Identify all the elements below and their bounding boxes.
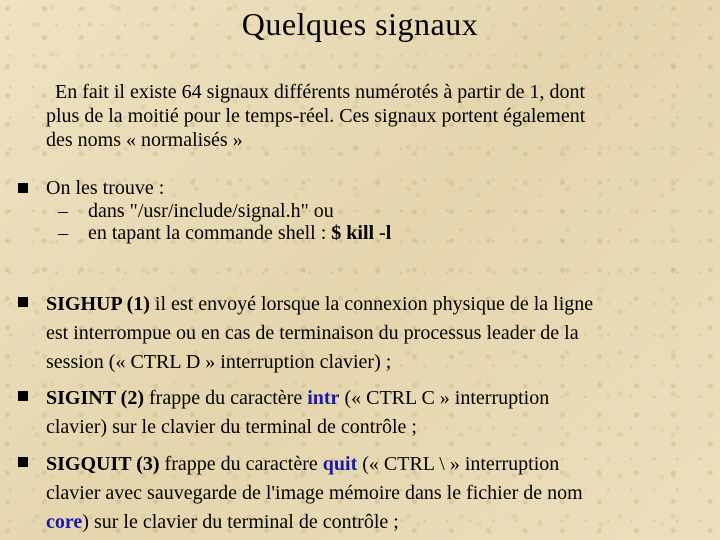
square-bullet-icon xyxy=(18,297,28,307)
sigquit-text-1a: frappe du caractère xyxy=(159,453,323,475)
sigint-text-1b: (« CTRL C » interruption xyxy=(339,387,550,409)
sigint-name: SIGINT (2) xyxy=(46,387,144,409)
sub-item-shell-command-text: en tapant la commande shell : xyxy=(88,222,332,244)
square-bullet-icon xyxy=(18,391,28,401)
bullet-sighup xyxy=(18,290,708,377)
sigquit-text-1b: (« CTRL \ » interruption xyxy=(357,453,560,475)
dash-icon: – xyxy=(58,222,68,244)
sigquit-name: SIGQUIT (3) xyxy=(46,453,160,475)
kill-command: $ kill -l xyxy=(331,222,392,244)
core-keyword: core xyxy=(46,511,83,533)
square-bullet-icon xyxy=(18,183,28,193)
bullet-sigquit xyxy=(18,450,708,537)
intro-line-3: des noms « normalisés » xyxy=(46,129,243,151)
bullet-location-text: On les trouve : xyxy=(46,177,165,199)
sub-item-header-file-text: dans "/usr/include/signal.h" ou xyxy=(88,200,334,222)
sigint-text-1a: frappe du caractère xyxy=(144,387,308,409)
intro-line-2: plus de la moitié pour le temps-réel. Ces signaux portent également xyxy=(46,105,586,127)
intro-line-1: En fait il existe 64 signaux différents numérotés à partir de 1, dont xyxy=(55,81,586,103)
dash-icon: – xyxy=(58,200,68,222)
sub-item-header-file xyxy=(46,200,708,222)
intro-paragraph xyxy=(46,80,706,152)
quit-keyword: quit xyxy=(322,453,358,475)
intr-keyword: intr xyxy=(307,387,340,409)
sigquit-text-2: clavier avec sauvegarde de l'image mémoire dans le fichier de nom xyxy=(46,482,583,504)
sub-item-shell-command xyxy=(46,222,708,244)
slide-title: Quelques signaux xyxy=(241,6,479,42)
sigquit-text-3: ) sur le clavier du terminal de contrôle ; xyxy=(82,511,399,533)
sighup-text-3: session (« CTRL D » interruption clavier) ; xyxy=(46,351,392,373)
sigint-text-2: clavier) sur le clavier du terminal de contrôle ; xyxy=(46,416,417,438)
sighup-text-2: est interrompue ou en cas de terminaison du processus leader de la xyxy=(46,322,579,344)
square-bullet-icon xyxy=(18,457,28,467)
sighup-text-1: il est envoyé lorsque la connexion physique de la ligne xyxy=(149,293,594,315)
bullet-sigint xyxy=(18,384,708,442)
bullet-location xyxy=(18,176,708,244)
sighup-name: SIGHUP (1) xyxy=(46,293,150,315)
